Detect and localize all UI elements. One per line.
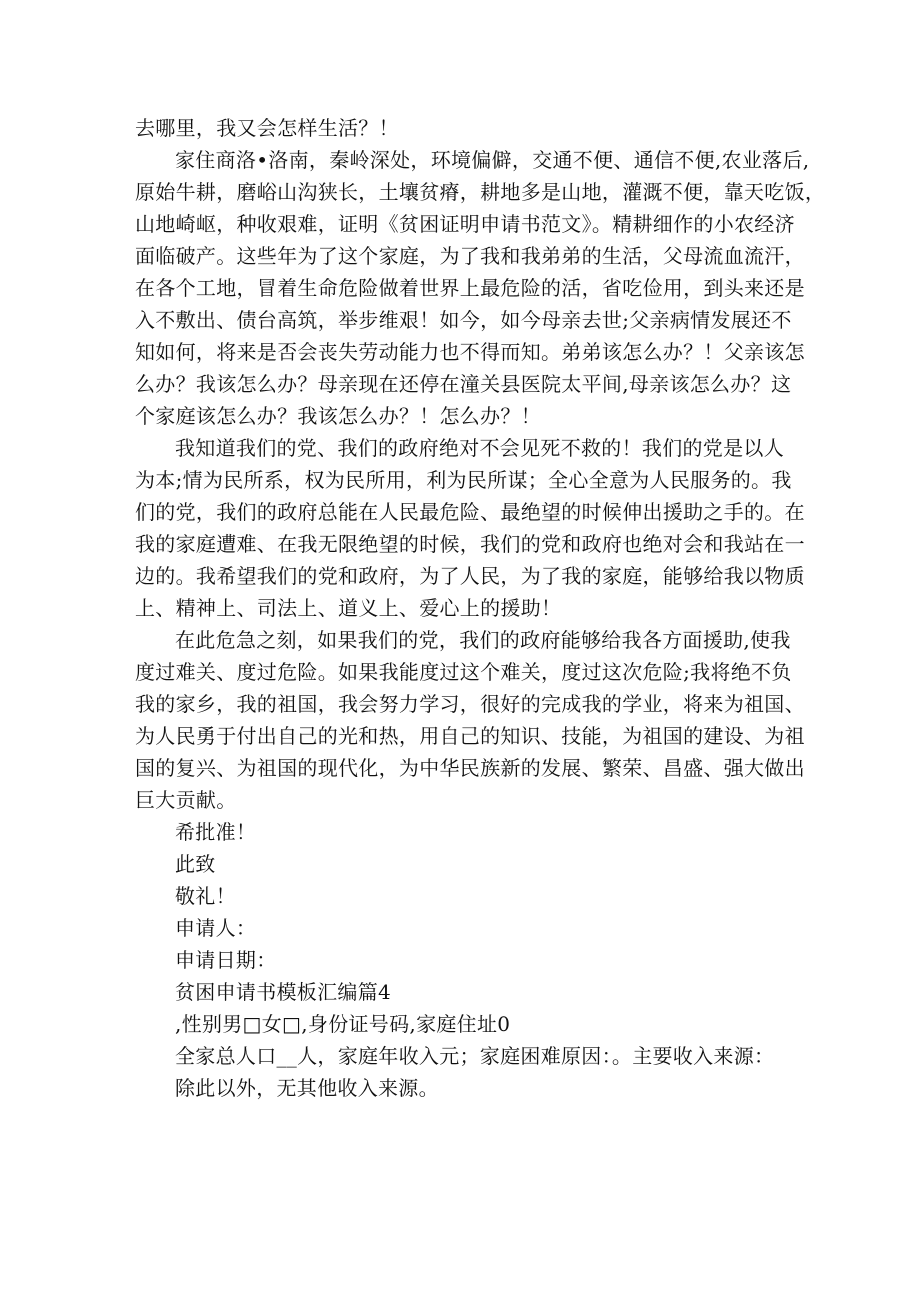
date-label: 申请日期：	[175, 948, 277, 972]
text-line: 在各个工地，冒着生命危险做着世界上最危险的活，省吃俭用，到头来还是	[135, 276, 805, 300]
text-line: 我的家乡，我的祖国，我会努力学习，很好的完成我的学业，将来为祖国、	[135, 692, 805, 716]
text-line: 边的。我希望我们的党和政府，为了人民，为了我的家庭，能够给我以物质	[135, 564, 805, 588]
text-line: 么办？我该怎么办？母亲现在还停在潼关县医院太平间,母亲该怎么办？这	[135, 372, 792, 396]
text-line: 我的家庭遭难、在我无限绝望的时候，我们的党和政府也绝对会和我站在一	[135, 532, 805, 556]
text-line: 我知道我们的党、我们的政府绝对不会见死不救的！我们的党是以人	[175, 436, 784, 460]
form-line: 除此以外，无其他收入来源。	[175, 1076, 439, 1100]
text-line: 国的复兴、为祖国的现代化，为中华民族新的发展、繁荣、昌盛、强大做出	[135, 756, 805, 780]
section-title: 贫困申请书模板汇编篇4	[175, 980, 392, 1004]
form-line: 全家总人口__人，家庭年收入元；家庭困难原因：。主要收入来源：	[175, 1044, 775, 1068]
text-line: 们的党，我们的政府总能在人民最危险、最绝望的时候伸出援助之手的。在	[135, 500, 805, 524]
text-line: 度过难关、度过危险。如果我能度过这个难关，度过这次危险;我将绝不负	[135, 660, 792, 684]
text-line: 为人民勇于付出自己的光和热，用自己的知识、技能，为祖国的建设、为祖	[135, 724, 805, 748]
closing-line: 此致	[175, 852, 216, 876]
text-line: 上、精神上、司法上、道义上、爱心上的援助！	[135, 596, 562, 620]
text-line: 知如何，将来是否会丧失劳动能力也不得而知。弟弟该怎么办？！父亲该怎	[135, 340, 805, 364]
text-line: 在此危急之刻，如果我们的党，我们的政府能够给我各方面援助,使我	[175, 628, 791, 652]
text-line: 入不敷出、债台高筑，举步维艰！如今，如今母亲去世;父亲病情发展还不	[135, 308, 792, 332]
text-line: 为本;情为民所系，权为民所用，利为民所谋；全心全意为人民服务的。我	[135, 468, 792, 492]
text-line: 个家庭该怎么办？我该怎么办？！怎么办？！	[135, 404, 541, 428]
applicant-label: 申请人：	[175, 916, 257, 940]
text-line: 巨大贡献。	[135, 788, 237, 812]
closing-line: 希批准！	[175, 820, 257, 844]
text-line: 原始牛耕，磨峪山沟狭长，土壤贫瘠，耕地多是山地，灌溉不便，靠天吃饭，	[135, 180, 826, 204]
closing-line: 敬礼！	[175, 884, 236, 908]
form-line: ,性别男□女□,身份证号码,家庭住址0	[175, 1012, 511, 1036]
text-line: 面临破产。这些年为了这个家庭，为了我和我弟弟的生活，父母流血流汗，	[135, 244, 805, 268]
text-line: 去哪里，我又会怎样生活？！	[135, 116, 399, 140]
text-line: 山地崎岖，种收艰难，证明《贫困证明申请书范文》。精耕细作的小农经济	[135, 212, 795, 236]
document-page	[135, 112, 826, 1104]
text-line: 家住商洛•洛南，秦岭深处，环境偏僻，交通不便、通信不便,农业落后,	[175, 148, 810, 172]
